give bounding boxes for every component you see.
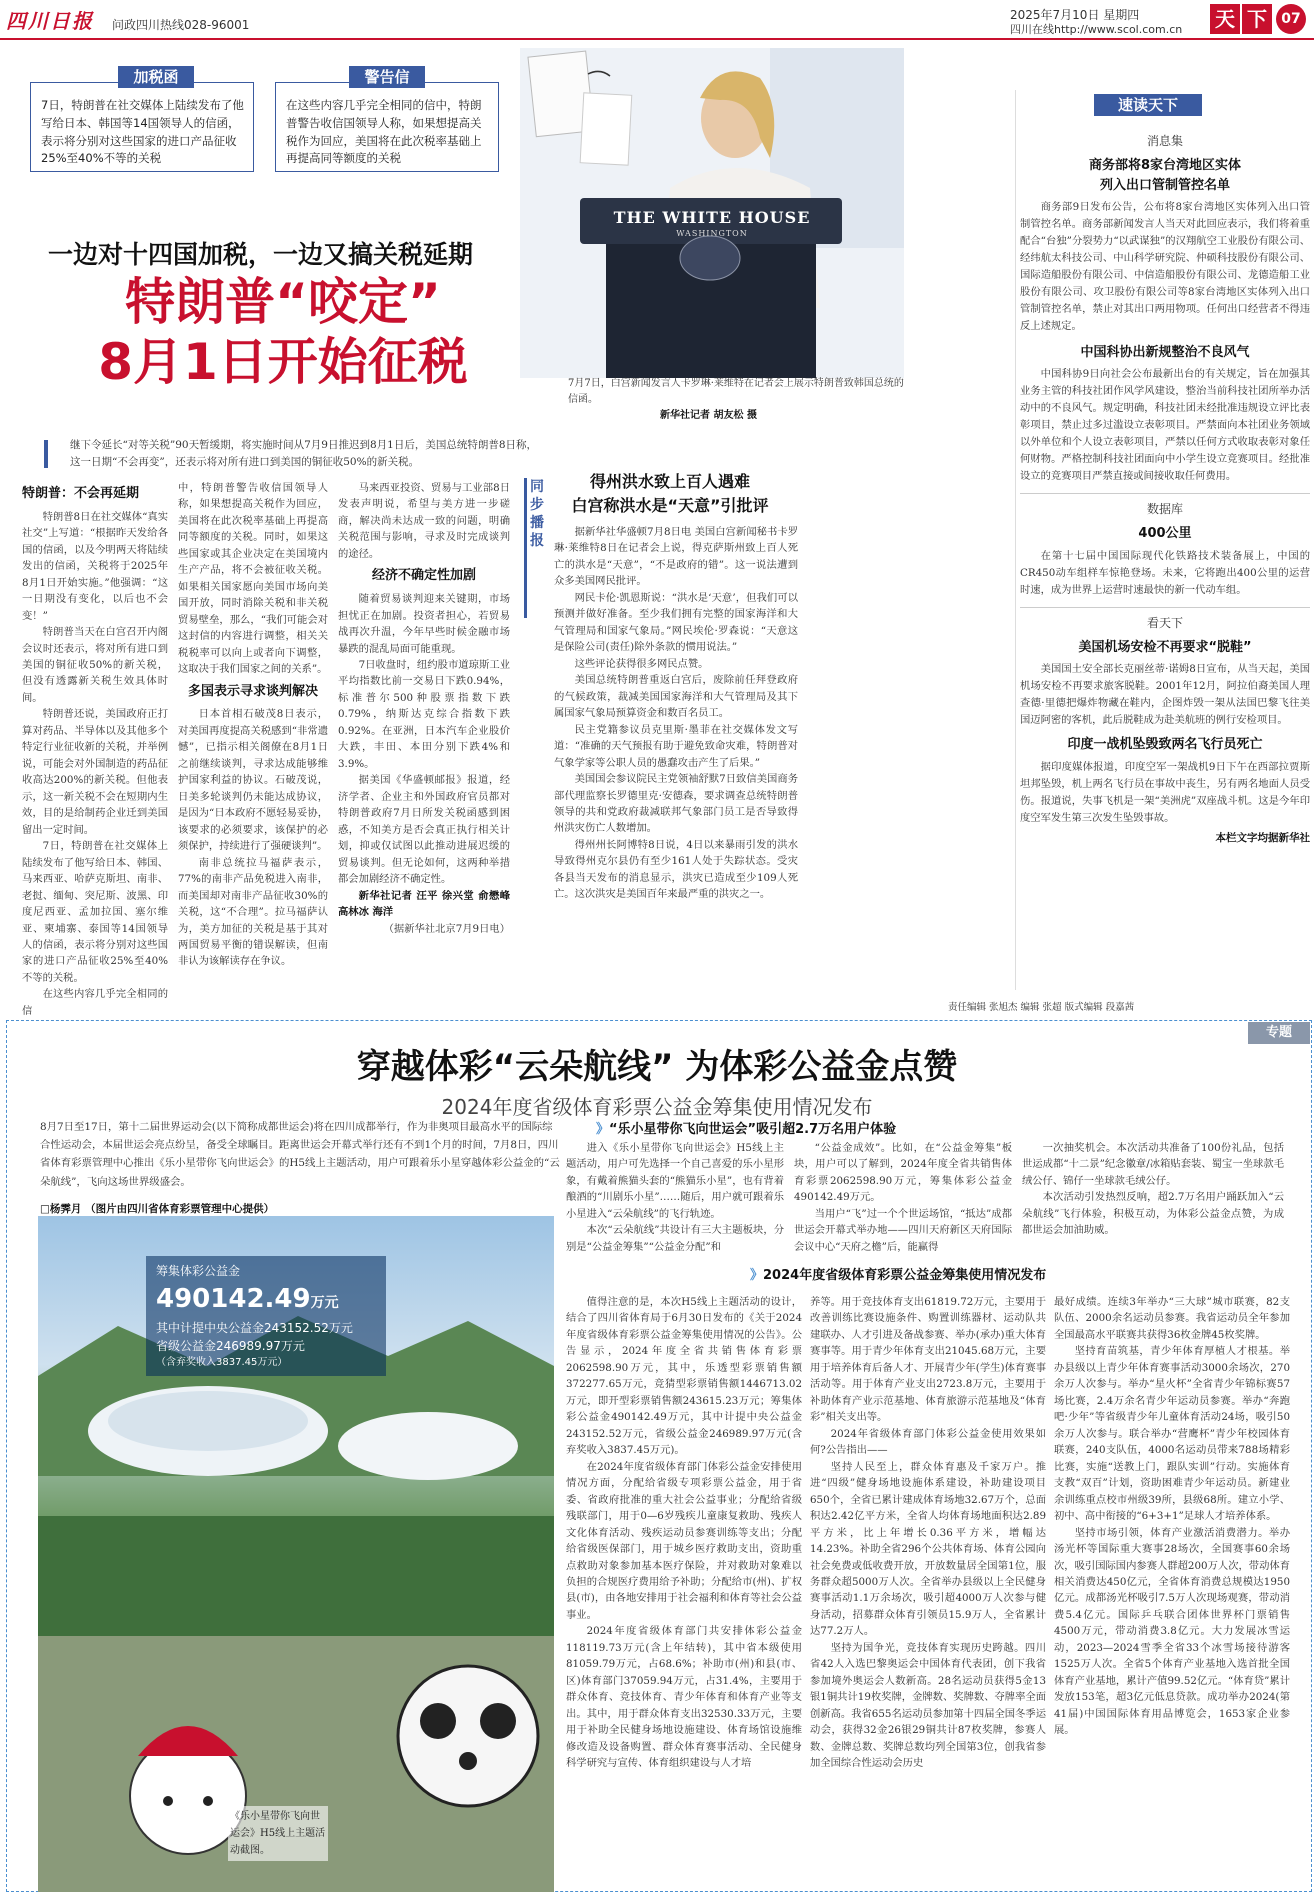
section-label: 消息集 — [1146, 134, 1183, 148]
newspaper-logo: 四川日报 — [6, 9, 94, 33]
news-text: 中国科协9日向社会公布最新出台的有关规定，旨在加强其业务主管的科技社团作风学风建设，整治当前科技社团所举办活动中的不良风气。规定明确，科技社团未经批准违规设立评比表彰项目，禁止过多过滥设立表彰项目。严禁面向本社团业务领域以外单位和个人设立表彰项目，严禁以任何方式收取表彰对象任何财物。严格控制科技社团面向中小学生设立竞赛项目。经批准设立的竞赛项目严禁直接或间接收取任何费用。 — [1020, 368, 1310, 483]
paragraph: 这些评论获得很多网民点赞。 — [574, 657, 709, 670]
podium-sign-sub: WASHINGTON — [676, 229, 748, 238]
paragraph: 随着贸易谈判迎来关键期，市场担忧正在加剧。投资者担心，若贸易战再次升温，今年早些时候金融市场暴跌的混乱局面可能重现。 — [338, 593, 510, 655]
sync-headline — [552, 470, 788, 518]
sync-title-1: 得州洪水致上百人遇难 — [589, 472, 750, 491]
feature-column-2 — [794, 1140, 1012, 1258]
news-headline: 商务部将8家台湾地区实体 — [1088, 158, 1242, 173]
feature-section-heading: 》“乐小星带你飞向世运会”吸引超2.7万名用户体验 — [596, 1122, 897, 1137]
photo-caption: 《乐小星带你飞向世运会》H5线上主题活动截图。 — [228, 1806, 328, 1861]
paragraph: 养等。用于竞技体育支出61819.72万元，主要用于改善训练比赛设施条件、购置训练器材、运动队共建联办、人才引进及备战参赛、举办(承办)重大体育赛事等。用于青少年体育支出21045.68万元，主要用于培养体育后备人才、开展青少年(学生)体育赛事活动等。用于体育产业支出2723.8万元，主要用于补助体育产业示范基地、体育旅游示范基地及“体育彩”相关支出等。 — [810, 1296, 1046, 1424]
overlay-unit: 万元 — [310, 1295, 339, 1311]
paragraph: “公益金成效”。比如，在“公益金筹集”板块，用户可以了解到，2024年度全省共销售体育彩票2062598.90万元，筹集体彩公益金490142.49万元。 — [794, 1142, 1012, 1204]
photo-credit: 新华社记者 胡友松 摄 — [660, 410, 757, 421]
editors-credit: 责任编辑 张旭杰 编辑 张超 版式编辑 段嘉茜 — [948, 1002, 1135, 1013]
paragraph: 据美国《华盛顿邮报》报道，经济学者、企业主和外国政府官员都对特朗普政府7月日所发关税函感到困惑，不知美方是否会真正执行相关计划，抑或仅试图以此推动进展迟缓的贸易谈判。但无论如何，这两种举措都会加剧经济不确定性。 — [338, 774, 510, 886]
article-column-3 — [338, 480, 510, 1008]
paragraph: 网民卡伦·凯恩斯说：“洪水是‘天意’，但我们可以预测并做好准备。至少我们拥有完整的国家海洋和大气管理局和国家气象局。”网民埃伦·罗森说：“天意这是保险公司(责任)除外条款的惯用说法。” — [554, 591, 798, 654]
paragraph: 特朗普当天在白宫召开内阁会议时还表示，将对所有进口到美国的铜征收50%的新关税，但没有透露新关税生效具体时间。 — [22, 626, 168, 704]
website: 四川在线http://www.scol.com.cn — [1010, 23, 1183, 36]
sync-title-2: 白宫称洪水是“天意”引批评 — [571, 496, 769, 515]
news-text: 据印度媒体报道，印度空军一架战机9日下午在西部拉贾斯坦邦坠毁，机上两名飞行员在事故中丧生，另有两名地面人员受伤。报道说，失事飞机是一架“美洲虎”双座战斗机。这是今年印度空军发生第三次发生坠毁事故。 — [1020, 760, 1310, 824]
paragraph: 7日收盘时，纽约股市道琼斯工业平均指数比前一交易日下跌0.94%，标准普尔500种股票指数下跌0.79%，纳斯达克综合指数下跌0.92%。在亚洲，日本汽车企业股价大跌，丰田、本田分别下跌4%和3.9%。 — [338, 659, 510, 770]
headline-line2: 8月1日开始征税 — [98, 333, 468, 391]
heading-text: 2024年度省级体育彩票公益金筹集使用情况发布 — [763, 1268, 1047, 1283]
paragraph: 2024年度省级体育部门共安排体彩公益金118119.73万元(含上年结转)，其中省本级使用81059.79万元，占68.6%；补助市(州)和县(市、区)体育部门37059.94万元，占31.4%，主要用于群众体育、竞技体育、青少年体育和体育产业等支出。其中，用于群众体育支出32530.33万元，主要用于补助全民健身场地设施建设、体育场馆设施维修改造及设备购置、群众体育赛事活动、全民健身科学研究与宣传、体育组织建设与人才培 — [566, 1625, 802, 1770]
box-text: 7日，特朗普在社交媒体上陆续发布了他写给日本、韩国等14国领导人的信函，表示将分别对这些国家的进口产品征收25%至40%不等的关税 — [30, 82, 254, 172]
feature-column-6 — [1054, 1294, 1290, 1892]
paragraph: 特朗普8日在社交媒体“真实社交”上写道：“根据昨天发给各国的信函，以及今明两天将陆续发出的信函，关税将于2025年8月1日开始实施。”他强调：“这一日期没有变化，以后也不会变！” — [22, 510, 168, 622]
main-headline — [48, 272, 518, 392]
paragraph: 进入《乐小星带你飞向世运会》H5线上主题活动，用户可先选择一个自己喜爱的乐小星形象，有戴着熊猫头套的“熊猫乐小星”，也有背着酿酒的“川剧乐小星”……随后，用户就可跟着乐小星进入“云朵航线”的飞行轨迹。 — [566, 1142, 784, 1220]
paragraph: 民主党籍参议员克里斯·墨菲在社交媒体发文写道：“准确的天气预报有助于避免致命灾难，特朗普对气象学家等公职人员的愚蠢攻击产生了后果。” — [554, 723, 798, 769]
source-note: 本栏文字均据新华社 — [1215, 831, 1310, 844]
paragraph: 本次活动引发热烈反响，超2.7万名用户踊跃加入“云朵航线”飞行体验，积极互动，为体彩公益金点赞，为成都世运会加油助威。 — [1022, 1191, 1284, 1237]
lead-bar — [44, 440, 48, 468]
news-text: 美国国土安全部长克丽丝蒂·诺姆8日宣布，从当天起，美国机场安检不再要求旅客脱鞋。2001年12月，阿拉伯裔美国人理查德·里德把爆炸物藏在鞋内，企图炸毁一架从法国巴黎飞往美国迈阿密的客机，此后脱鞋成为赴美航班的例行安检项目。 — [1020, 663, 1310, 727]
press-briefing-photo — [520, 48, 904, 378]
overlay-amount: 490142.49 — [156, 1284, 311, 1314]
feature-intro: 8月7日至17日，第十二届世界运动会(以下简称成都世运会)将在四川成都举行，作为非奥项目最高水平的国际综合性运动会，本届世运会亮点纷呈，备受全球瞩目。距离世运会开幕式举行还有不到1个月的时间，7月8日，四川省体育彩票管理中心推出《乐小星带你飞向世运会》的H5线上主题活动，用户可跟着乐小星穿越体彩公益金的“云朵航线”，飞向这场世界级盛会。 — [40, 1121, 560, 1188]
paragraph: 在这些内容几乎完全相同的信 — [22, 988, 168, 1017]
quick-read-tag: 速读天下 — [1094, 94, 1202, 116]
news-headline: 400公里 — [1138, 526, 1192, 542]
feature-column-4 — [566, 1294, 802, 1892]
subheading: 多国表示寻求谈判解决 — [187, 683, 318, 699]
section-label: 看天下 — [1020, 607, 1310, 632]
article-column-1 — [22, 480, 168, 1017]
feature-badge: 专题 — [1248, 1022, 1310, 1044]
lead-paragraph: 继下令延长“对等关税”90天暂缓期，将实施时间从7月9日推迟到8月1日后，美国总统特朗普8日称，这一日期“不会再变”，还表示将对所有进口到美国的铜征收50%的新关税。 — [70, 439, 537, 468]
overlay-label: 筹集体彩公益金 — [156, 1264, 241, 1278]
heading-text: “乐小星带你飞向世运会”吸引超2.7万名用户体验 — [609, 1122, 897, 1137]
feature-column-3 — [1022, 1140, 1284, 1258]
quick-read-column — [1020, 126, 1310, 846]
news-headline: 中国科协出新规整治不良风气 — [1080, 344, 1250, 360]
fund-overlay — [146, 1256, 386, 1376]
hotline: 问政四川热线028-96001 — [112, 18, 250, 32]
overlay-central: 其中计提中央公益金243152.52万元 — [156, 1321, 353, 1335]
paragraph: 坚持市场引领，体育产业激活消费潜力。举办汤光杯等国际重大赛事28场次，全国赛事60余场次，吸引国际国内参赛人群超200万人次，带动体育相关消费达450亿元，全省体育消费总规模达1950亿元。成都汤光杯吸引7.5万人次现场观赛，带动消费5.4亿元。国际乒乓联合团体世界杯门票销售4500万元，带动消费3.8亿元。大力发展冰雪运动，2023—2024雪季全省33个冰雪场接待游客1525万人次。全省5个体育产业基地入选首批全国体育产业基地，累计产值99.52亿元。“体育贷”累计发放153笔，超3亿元低息贷款。成功举办2024(第41届)中国国际体育用品博览会，1653家企业参展。 — [1054, 1526, 1290, 1737]
paragraph: 美国总统特朗普重返白宫后，废除前任拜登政府的气候政策，裁减美国国家海洋和大气管理局及其下属国家气象局预算资金和数百名员工。 — [554, 674, 798, 720]
paragraph: 日本首相石破茂8日表示，对美国再度提高关税感到“非常遗憾”，已指示相关阁僚在8月1日之前继续谈判，寻求达成能够维护国家利益的协议。石破茂说，日美多轮谈判仍未能达成协议，是因为“日本政府不愿轻易妥协，该要求的必须要求，该保护的必须保护，持续进行了强硬谈判”。 — [178, 708, 328, 853]
news-text: 商务部9日发布公告，公布将8家台湾地区实体列入出口管制管控名单。商务部新闻发言人当天对此回应表示，我们将着重配合“台独”分裂势力“以武谋独”的汉翔航空工业股份有限公司、经纬航太科技公司、中山科学研究院、仲硕科技股份有限公司、国际造船股份有限公司、中信造船股份有限公司、龙德造船工业股份有限公司、攻卫股份有限公司等8家台湾地区实体列入出口管制管控名单，禁止对其出口两用物项。任何出口经营者不得违反上述规定。 — [1020, 201, 1310, 332]
paragraph: 值得注意的是，本次H5线上主题活动的设计，结合了四川省体育局于6月30日发布的《关于2024年度省级体育彩票公益金筹集使用情况的公告》。公告显示，2024年度全省共销售体育彩票2062598.90万元，其中，乐透型彩票销售额372277.65万元，竞猜型彩票销售额1446713.02万元，即开型彩票销售额243615.23万元；筹集体彩公益金490142.49万元，其中计提中央公益金243152.52万元，省级公益金246989.97万元(含弃奖收入3837.45万元)。 — [566, 1296, 802, 1457]
paragraph: 得州州长阿博特8日说，4日以来暴雨引发的洪水导致得州克尔县仍有至少161人处于失踪状态。受灾各县当天发布的消息显示，洪灾已造成至少109人死亡。这次洪灾是美国百年来最严重的洪灾之一。 — [554, 838, 798, 901]
news-text: 在第十七届中国国际现代化铁路技术装备展上，中国的CR450动车组样车惊艳登场。未来，它将跑出400公里的运营时速，成为世界上运营时速最快的新一代动车组。 — [1020, 549, 1310, 596]
stadium-photo — [38, 1216, 554, 1892]
paragraph: 南非总统拉马福萨表示，77%的南非产品免税进入南非，而美国却对南非产品征收30%的关税，这“不合理”。拉马福萨认为，美方加征的关税是基于其对两国贸易平衡的错误解读，但南非认为该解读存在争议。 — [178, 856, 328, 968]
box-warning-letters — [275, 68, 499, 172]
box-text: 在这些内容几乎完全相同的信中，特朗普警告收信国领导人称，如果想提高关税作为回应，美国将在此次税率基础上再提高同等额度的关税 — [275, 82, 499, 172]
subheading: 经济不确定性加剧 — [371, 568, 476, 584]
article-column-2 — [178, 480, 328, 988]
page-number: 07 — [1276, 4, 1306, 34]
sync-label: 同步播报 — [524, 478, 546, 618]
news-headline: 列入出口管制管控名单 — [1099, 177, 1230, 193]
headline-line1: 特朗普“咬定” — [125, 273, 441, 331]
dateline: （据新华社北京7月9日电） — [383, 922, 510, 935]
section-mark-tian: 天 — [1210, 4, 1240, 34]
news-headline: 美国机场安检不再要求“脱鞋” — [1078, 639, 1252, 655]
paragraph: 坚持人民至上，群众体育惠及千家万户。推进“四级”健身场地设施体系建设，补助建设项目650个，全省已累计建成体育场地32.67万个，总面积达2.42亿平方米，全省人均体育场地面积达2.89平方米，比上年增长0.36平方米，增幅达14.23%。补助全省296个公共体育场、体育公园向社会免费或低收费开放，开放数量居全国第1位，服务群众超5000万人次。全省举办县级以上全民健身赛事活动1.1万余场次，吸引超4000万人次参与健身活动，招募群众体育引领员15.9万人，全省累计达77.2万人。 — [810, 1460, 1046, 1638]
subheading: 特朗普：不会再延期 — [22, 486, 140, 501]
overlay-provincial: 省级公益金246989.97万元 — [156, 1339, 305, 1353]
overlay-note: （含弃奖收入3837.45万元） — [156, 1357, 288, 1368]
box-tax-letters — [30, 68, 254, 172]
photo-caption: 7月7日，白宫新闻发言人卡罗琳·莱维特在记者会上展示特朗普致韩国总统的信函。 — [568, 378, 904, 405]
paragraph: 本次“云朵航线”共设计有三大主题板块，分别是“公益金筹集”“公益金分配”和 — [566, 1224, 784, 1253]
news-headline: 印度一战机坠毁致两名飞行员死亡 — [1067, 737, 1263, 753]
paragraph: 中，特朗普警告收信国领导人称，如果想提高关税作为回应，美国将在此次税率基础上再提高同等额度的关税。同时，如果这些国家或其企业决定在美国境内生产产品，将不会被征收关税。如果相关国家愿向美国市场向美国开放，同时消除关税和非关税贸易壁垒，那么，“我们可能会对这封信的内容进行调整，相关关税税率可以向上或者向下调整，这取决于我们国家之间的关系”。 — [178, 482, 328, 676]
paragraph: 坚持育苗筑基，青少年体育厚植人才根基。举办县级以上青少年体育赛事活动3000余场次，270余万人次参与。举办“星火杯”全省青少年锦标赛57场比赛，2.4万余名青少年运动员参赛。举办“奔跑吧·少年”等省级青少年儿童体育活动24场，吸引50余万人次参与。联合举办“营鹰杯”青少年校园体育联赛，240支队伍，4000名运动员带来788场精彩比赛，实施“送教上门，跟队实训”行动。实施体育支教“双百”计划，资助困难青少年运动员。新建业余训练重点校市州级39所，县级68所。建立小学、初中、高中衔接的“6+3+1”足球人才培养体系。 — [1054, 1345, 1290, 1523]
section-mark-xia: 下 — [1242, 4, 1272, 34]
podium-sign: THE WHITE HOUSE — [613, 208, 811, 227]
paragraph: 7日，特朗普在社交媒体上陆续发布了他写给日本、韩国、马来西亚、哈萨克斯坦、南非、老挝、缅甸、突尼斯、波黑、印度尼西亚、孟加拉国、塞尔维亚、柬埔寨、泰国等14国领导人的信函，表示将分别对这些国家的进口产品征收25%至40%不等的关税。 — [22, 840, 168, 984]
paragraph: 坚持为国争光，竞技体育实现历史跨越。四川省42人入选巴黎奥运会中国体育代表团，创下我省参加境外奥运会人数新高。28名运动员获得5金13银1铜共计19枚奖牌，金牌数、奖牌数、夺牌率全面创新高。我省655名运动员参加第十四届全国冬季运动会，获得32金26银29铜共计87枚奖牌，参赛人数、金牌总数、奖牌总数均列全国第3位，创我省参加全国综合性运动会历史 — [810, 1641, 1046, 1770]
paragraph: 马来西亚投资、贸易与工业部8日发表声明说，希望与美方进一步磋商，解决尚未达成一致的问题，明确关税范围与影响，寻求及时完成谈判的途径。 — [338, 482, 510, 560]
paragraph: 当用户“飞”过一个个世运场馆，“抵达”成都世运会开幕式举办地——四川天府新区天府国际会议中心“天府之檐”后，能赢得 — [794, 1207, 1012, 1253]
feature-subtitle: 2024年度省级体育彩票公益金筹集使用情况发布 — [441, 1095, 873, 1119]
feature-column-1 — [566, 1140, 784, 1258]
paragraph: 美国国会参议院民主党领袖舒默7日致信美国商务部代理监察长罗德里克·安德森，要求调查总统特朗普领导的共和党政府裁减联邦气象部门员工是否导致得州洪灾伤亡人数增加。 — [554, 773, 798, 835]
feature-column-5 — [810, 1294, 1046, 1892]
box-tag: 警告信 — [349, 66, 425, 88]
box-tag: 加税函 — [118, 66, 194, 88]
byline: 新华社记者 汪平 徐兴堂 俞懋峰 高林冰 海洋 — [338, 889, 510, 919]
feature-title: 穿越体彩“云朵航线” 为体彩公益金点赞 — [356, 1047, 958, 1087]
paragraph: 据新华社华盛顿7月8日电 美国白宫新闻秘书卡罗琳·莱维特8日在记者会上说，得克萨斯州致上百人死亡的洪水是“天意”，“不是政府的错”。这一说法遭到众多美国网民批评。 — [554, 526, 798, 588]
kicker-headline: 一边对十四国加税，一边又搞关税延期 — [48, 240, 474, 269]
issue-date: 2025年7月10日 星期四 — [1010, 8, 1140, 22]
paragraph: 一次抽奖机会。本次活动共准备了100份礼品，包括世运成都“十二景”纪念徽章/冰箱贴套装、蜀宝一坐球款毛绒公仔、锦仔一坐球款毛绒公仔。 — [1022, 1142, 1284, 1187]
section-label: 数据库 — [1020, 493, 1310, 518]
feature-author: □杨霁月 （图片由四川省体育彩票管理中心提供） — [40, 1203, 275, 1215]
sync-article — [554, 524, 798, 1008]
paragraph: 最好成绩。连续3年举办“三大球”城市联赛，82支队伍、2000余名运动员参赛。我省运动员全年参加全国最高水平联赛共获得36枚金牌45枚奖牌。 — [1054, 1296, 1290, 1341]
paragraph: 2024年省级体育部门体彩公益金使用效果如何?公告指出—— — [810, 1427, 1046, 1457]
paragraph: 在2024年度省级体育部门体彩公益金安排使用情况方面，分配给省级专项彩票公益金，用于省委、省政府批准的重大社会公益事业；分配给省级残联部门，用于0—6岁残疾儿童康复救助、残疾人文化体育活动、残疾运动员参赛训练等支出；分配给省级医保部门，用于城乡医疗救助支出，资助重点救助对象参加基本医疗保险，并对救助对象难以负担的合规医疗费用给予补助；分配给市(州)、扩权县(市)，由各地安排用于社会福利和体育等社会公益事业。 — [566, 1460, 802, 1621]
paragraph: 特朗普还说，美国政府正打算对药品、半导体以及其他多个特定行业征收新的关税，并举例说，可能会对外国制造的药品征收高达200%的新关税。但他表示，这一新关税不会在短期内生效，目的是给制药企业迁到美国留出一定时间。 — [22, 708, 168, 836]
feature-section-heading: 》2024年度省级体育彩票公益金筹集使用情况发布 — [750, 1268, 1047, 1283]
